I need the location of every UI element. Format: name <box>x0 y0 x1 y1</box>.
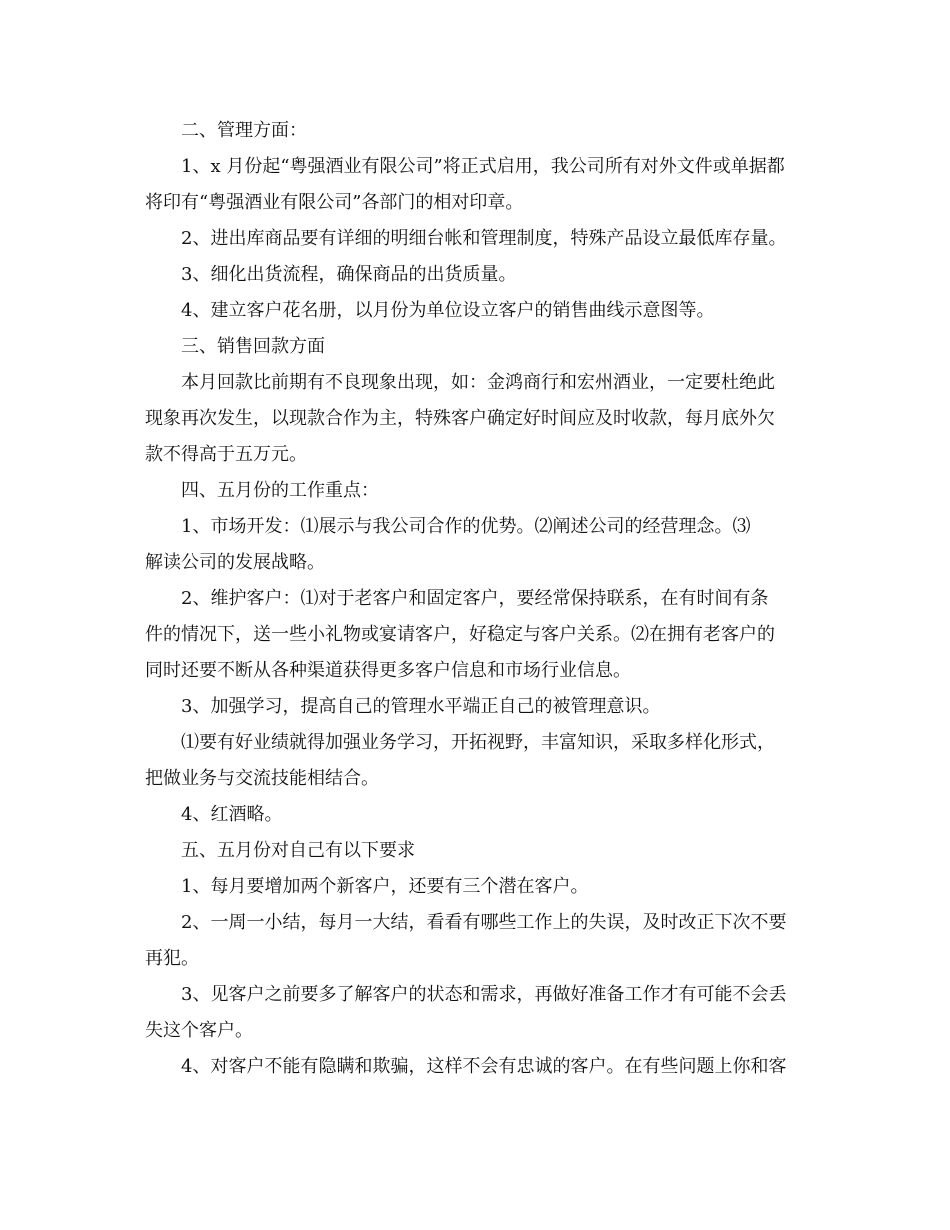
text-line: 4、建立客户花名册，以月份为单位设立客户的销售曲线示意图等。 <box>181 300 715 321</box>
paragraph <box>145 905 815 977</box>
text-line: 款不得高于五万元。 <box>145 444 307 465</box>
paragraph <box>145 473 815 509</box>
paragraph <box>145 581 815 689</box>
paragraph <box>145 257 815 293</box>
text-line: 2、进出库商品要有详细的明细台帐和管理制度，特殊产品设立最低库存量。 <box>181 228 787 249</box>
text-line: 二、管理方面： <box>181 120 307 141</box>
text-line: 1、x 月份起“粤强酒业有限公司”将正式启用，我公司所有对外文件或单据都 <box>181 156 785 177</box>
text-line: 解读公司的发展战略。 <box>145 552 325 573</box>
text-line: 4、对客户不能有隐瞒和欺骗，这样不会有忠诚的客户。在有些问题上你和客 <box>181 1056 787 1077</box>
paragraph <box>145 293 815 329</box>
text-line: 本月回款比前期有不良现象出现，如：金鸿商行和宏州酒业，一定要杜绝此 <box>181 372 775 393</box>
paragraph <box>145 149 815 221</box>
text-line: 五、五月份对自己有以下要求 <box>181 840 415 861</box>
text-line: 3、细化出货流程，确保商品的出货质量。 <box>181 264 517 285</box>
paragraph <box>145 1049 815 1085</box>
text-line: 同时还要不断从各种渠道获得更多客户信息和市场行业信息。 <box>145 660 631 681</box>
document-body <box>145 113 815 1085</box>
paragraph <box>145 977 815 1049</box>
text-line: 1、每月要增加两个新客户，还要有三个潜在客户。 <box>181 876 589 897</box>
paragraph <box>145 869 815 905</box>
paragraph <box>145 221 815 257</box>
text-line: 三、销售回款方面 <box>181 336 325 357</box>
paragraph <box>145 329 815 365</box>
text-line: 现象再次发生，以现款合作为主，特殊客户确定好时间应及时收款，每月底外欠 <box>145 408 775 429</box>
text-line: 1、市场开发：⑴展示与我公司合作的优势。⑵阐述公司的经营理念。⑶ <box>181 516 751 537</box>
paragraph <box>145 833 815 869</box>
paragraph <box>145 365 815 473</box>
paragraph <box>145 689 815 725</box>
text-line: 件的情况下，送一些小礼物或宴请客户，好稳定与客户关系。⑵在拥有老客户的 <box>145 624 775 645</box>
text-line: 再犯。 <box>145 948 199 969</box>
text-line: 把做业务与交流技能相结合。 <box>145 768 379 789</box>
text-line: 2、一周一小结，每月一大结，看看有哪些工作上的失误，及时改正下次不要 <box>181 912 787 933</box>
text-line: ⑴要有好业绩就得加强业务学习，开拓视野，丰富知识，采取多样化形式， <box>181 732 775 753</box>
paragraph <box>145 725 815 797</box>
text-line: 四、五月份的工作重点： <box>181 480 379 501</box>
text-line: 失这个客户。 <box>145 1020 253 1041</box>
paragraph <box>145 509 815 581</box>
text-line: 3、见客户之前要多了解客户的状态和需求，再做好准备工作才有可能不会丢 <box>181 984 787 1005</box>
text-line: 3、加强学习，提高自己的管理水平端正自己的被管理意识。 <box>181 696 661 717</box>
text-line: 将印有“粤强酒业有限公司”各部门的相对印章。 <box>145 192 524 213</box>
text-line: 4、红酒略。 <box>181 804 283 825</box>
paragraph <box>145 113 815 149</box>
paragraph <box>145 797 815 833</box>
text-line: 2、维护客户：⑴对于老客户和固定客户，要经常保持联系，在有时间有条 <box>181 588 769 609</box>
